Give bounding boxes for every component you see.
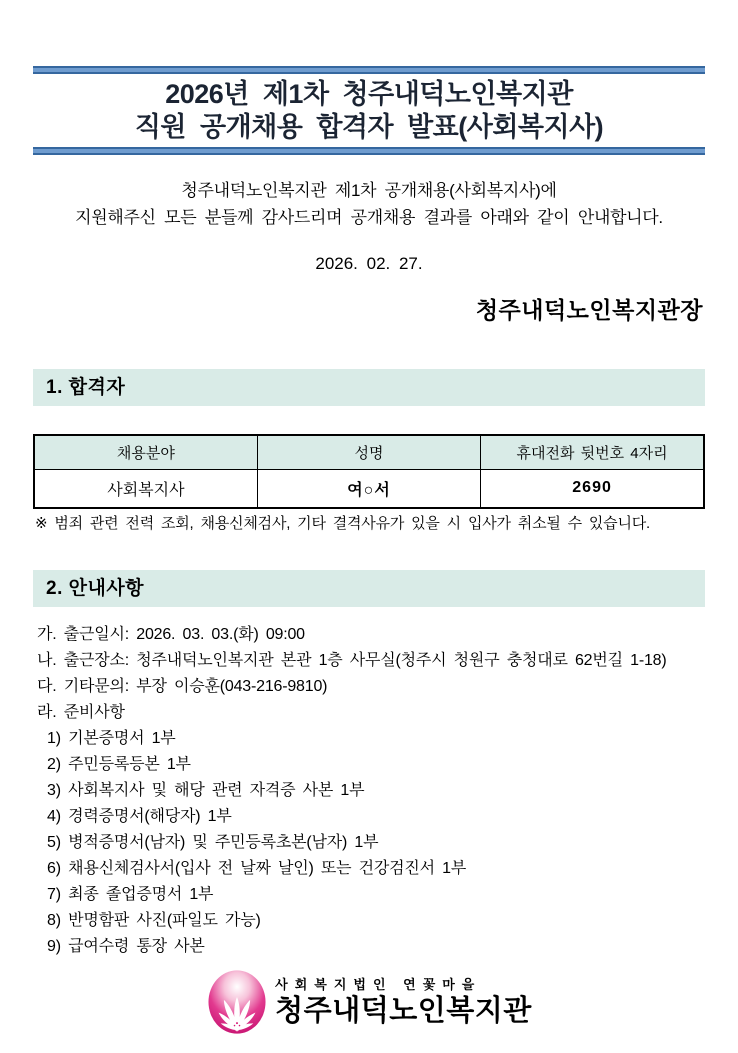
list-item-doc-8: 8) 반명함판 사진(파일도 가능) [47, 912, 261, 929]
intro-line2: 지원해주신 모든 분들께 감사드리며 공개채용 결과를 아래와 같이 안내합니다. [75, 208, 663, 227]
logo-org-type: 사회복지법인 연꽃마을 [275, 977, 482, 992]
signature-director: 청주내덕노인복지관장 [475, 297, 703, 323]
title-bottom-rule [33, 147, 705, 155]
title-block [33, 66, 705, 155]
logo-org-name: 청주내덕노인복지관 [275, 995, 532, 1027]
announcement-date: 2026. 02. 27. [315, 254, 423, 273]
document-title-line2: 직원 공개채용 합격자 발표(사회복지사) [134, 112, 604, 142]
preparation-documents-list [33, 726, 705, 960]
cell-phone: 2690 [481, 469, 704, 508]
intro-line1: 청주내덕노인복지관 제1차 공개채용(사회복지사)에 [181, 181, 557, 200]
title-top-rule [33, 66, 705, 74]
list-item-doc-3: 3) 사회복지사 및 해당 관련 자격증 사본 1부 [47, 782, 365, 799]
list-item-doc-6: 6) 채용신체검사서(입사 전 날짜 날인) 또는 건강검진서 1부 [47, 860, 467, 877]
list-item-start-place: 나. 출근장소: 청주내덕노인복지관 본관 1층 사무실(청주시 청원구 충청대로 62번길 1-18) [37, 652, 667, 669]
document-title [33, 74, 705, 147]
list-item-doc-4: 4) 경력증명서(해당자) 1부 [47, 808, 232, 825]
list-item-start-datetime: 가. 출근일시: 2026. 03. 03.(화) 09:00 [37, 626, 305, 643]
cell-field: 사회복지사 [34, 469, 257, 508]
table-header-row [34, 435, 704, 469]
column-header-phone: 휴대전화 뒷번호 4자리 [481, 435, 704, 469]
disqualification-note: ※ 범죄 관련 전력 조회, 채용신체검사, 기타 결격사유가 있을 시 입사가 취소될 수 있습니다. [35, 515, 651, 532]
pass-list-table [33, 434, 705, 509]
column-header-name: 성명 [257, 435, 480, 469]
cell-name: 여○서 [257, 469, 480, 508]
lotus-icon [206, 968, 268, 1036]
section-heading-pass-list: 1. 합격자 [33, 369, 705, 406]
document-title-line1: 2026년 제1차 청주내덕노인복지관 [165, 79, 573, 109]
section-heading-guidance: 2. 안내사항 [33, 570, 705, 607]
table-row [34, 469, 704, 508]
list-item-contact: 다. 기타문의: 부장 이승훈(043-216-9810) [37, 678, 328, 695]
column-header-field: 채용분야 [34, 435, 257, 469]
list-item-doc-1: 1) 기본증명서 1부 [47, 730, 176, 747]
list-item-preparation: 라. 준비사항 [37, 704, 125, 721]
list-item-doc-9: 9) 급여수령 통장 사본 [47, 938, 205, 955]
intro-paragraph [33, 177, 705, 231]
list-item-doc-7: 7) 최종 졸업증명서 1부 [47, 886, 214, 903]
logo-text [275, 977, 532, 1027]
footer-logo [33, 968, 705, 1036]
list-item-doc-5: 5) 병적증명서(남자) 및 주민등록초본(남자) 1부 [47, 834, 379, 851]
list-item-doc-2: 2) 주민등록등본 1부 [47, 756, 191, 773]
guidance-list [33, 622, 705, 726]
